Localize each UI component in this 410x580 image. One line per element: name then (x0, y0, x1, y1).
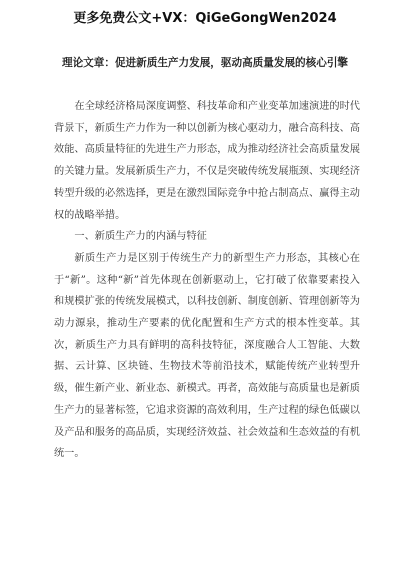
section-heading: 一、新质生产力的内涵与特征 (74, 231, 207, 243)
document-title: 理论文章：促进新质生产力发展，驱动高质量发展的核心引擎 (61, 57, 349, 69)
section-paragraph: 新质生产力是区别于传统生产力的新型生产力形态，其核心在于“新”。这种“新”首先体现在创新驱动上，它打破了依靠要素投入和规模扩张的传统发展模式，以科技创新、制度创新、管理创新等为动力源泉，推动生产要素的优化配置和生产方式的根本性变革。其次，新质生产力具有鲜明的高科技特征，深度融合人工智能、大数据、云计算、区块链、生物技术等前沿技术，赋能传统产业转型升级，催生新产业、新业态、新模式。再者，高效能与高质量也是新质生产力的显著标签，它追求资源的高效利用，生产过程的绿色低碳以及产品和服务的高品质，实现经济效益、社会效益和生态效益的有机统一。 (54, 252, 360, 460)
intro-paragraph: 在全球经济格局深度调整、科技革命和产业变革加速演进的时代背景下，新质生产力作为一种以创新为核心驱动力，融合高科技、高效能、高质量特征的先进生产力形态，成为推动经济社会高质量发展的关键力量。发展新质生产力，不仅是突破传统发展瓶颈、实现经济转型升级的必然选择，更是在激烈国际竞争中抢占制高点、赢得主动权的战略举措。 (54, 101, 360, 221)
promo-header: 更多免费公文+VX：QiGeGongWen2024 (73, 11, 337, 26)
document-body (54, 96, 360, 465)
